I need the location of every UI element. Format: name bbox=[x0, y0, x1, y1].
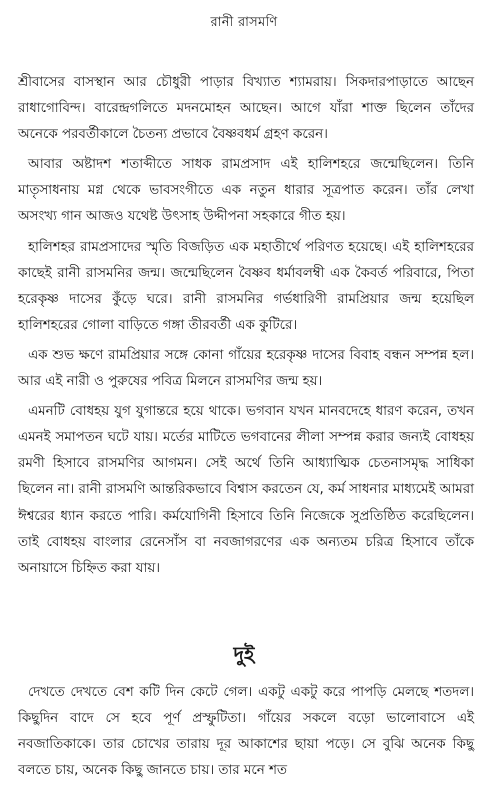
paragraph: হালিশহর রামপ্রসাদের স্মৃতি বিজড়িত এক মহাতীর্থে পরিণত হয়েছে। এই হালিশহরের কাছেই রানী রাসমনির জন্ম। জন্মেছিলেন বৈষ্ণব ধর্মাবলম্বী এক কৈবর্ত পরিবারে, পিতা হরেকৃষ্ণ দাসের কুঁড়ে ঘরে। রানী রাসমনির গর্ভধারিণী রামপ্রিয়ার জন্ম হয়েছিল হালিশহরের গোলা বাড়িতে গঙ্গা তীরবর্তী এক কুটিরে। bbox=[18, 239, 474, 333]
running-head: রানী রাসমণি bbox=[210, 15, 278, 30]
paragraph: শ্রীবাসের বাসস্থান আর চৌধুরী পাড়ার বিখ্যাত শ্যামরায়। সিকদারপাড়াতে আছেন রাধাগোবিন্দ। বারেন্দ্রগলিতে মদনমোহন আছেন। আগে যাঁরা শাক্ত ছিলেন তাঁদের অনেকে পরবর্তীকালে চৈতন্য প্রভাবে বৈষ্ণবধর্ম গ্রহণ করেন। bbox=[18, 75, 474, 143]
paragraph: দেখতে দেখতে বেশ কটি দিন কেটে গেল। একটু একটু করে পাপড়ি মেলছে শতদল। কিছুদিন বাদে সে হবে পূর্ণ প্রস্ফুটিতা। গাঁয়ের সকলে বড়ো ভালোবাসে এই নবজাতিকাকে। তার চোখের তারায় দূর আকাশের ছায়া পড়ে। সে বুঝি অনেক কিছু বলতে চায়, অনেক কিছু জানতে চায়। তার মনে শত bbox=[18, 685, 474, 779]
chapter-title: দুই bbox=[233, 642, 255, 666]
chapter-two-text bbox=[18, 680, 474, 784]
chapter-one-text bbox=[18, 70, 474, 586]
paragraph: এমনটি বোধহয় যুগ যুগান্তরে হয়ে থাকে। ভগবান যখন মানবদেহে ধারণ করেন, তখন এমনই সমাপতন ঘটে যায়। মর্তের মাটিতে ভগবানের লীলা সম্পন্ন করার জন্যই বোধহয় রমণী হিসাবে রাসমণির আগমন। সেই অর্থে তিনি আধ্যাত্মিক চেতনাসমৃদ্ধ সাধিকা ছিলেন না। রানী রাসমণি আন্তরিকভাবে বিশ্বাস করতেন যে, কর্ম সাধনার মাধ্যমেই আমরা ঈশ্বরের ধ্যান করতে পারি। কর্মযোগিনী হিসাবে তিনি নিজেকে সুপ্রতিষ্ঠিত করেছিলেন। তাই বোধহয় বাংলার রেনেসাঁস বা নবজাগরণের এক অন্যতম চরিত্র হিসাবে তাঁকে অনায়াসে চিহ্নিত করা যায়। bbox=[18, 404, 474, 576]
paragraph: এক শুভ ক্ষণে রামপ্রিয়ার সঙ্গে কোনা গাঁয়ের হরেকৃষ্ণ দাসের বিবাহ বন্ধন সম্পন্ন হল। আর এই নারী ও পুরুষের পবিত্র মিলনে রাসমণির জন্ম হয়। bbox=[18, 347, 474, 390]
paragraph: আবার অষ্টাদশ শতাব্দীতে সাধক রামপ্রসাদ এই হালিশহরে জন্মেছিলেন। তিনি মাতৃসাধনায় মগ্ন থেকে ভাবসংগীতে এক নতুন ধারার সূত্রপাত করেন। তাঁর লেখা অসংখ্য গান আজও যথেষ্ট উৎসাহ উদ্দীপনা সহকারে গীত হয়। bbox=[18, 157, 474, 225]
